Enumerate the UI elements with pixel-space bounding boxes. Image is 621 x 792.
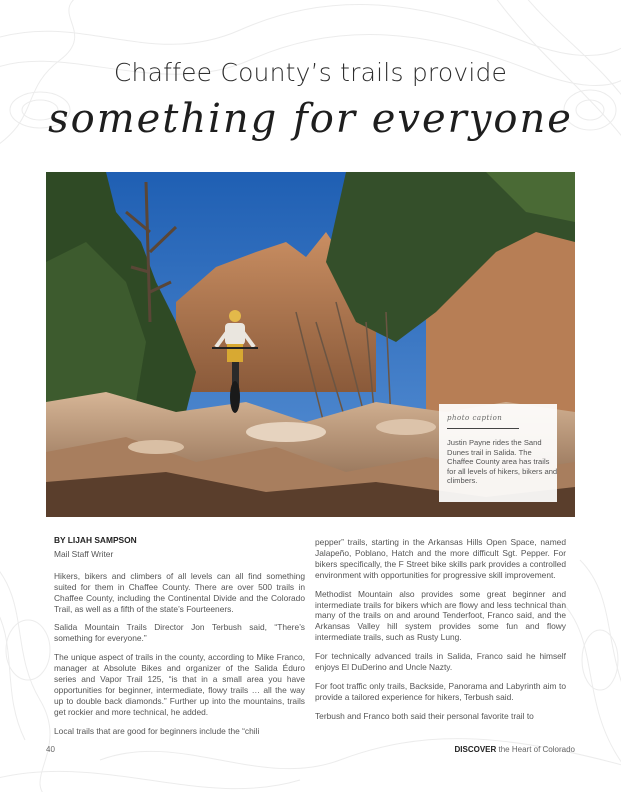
publication-name-bold: DISCOVER (454, 745, 497, 754)
paragraph: Salida Mountain Trails Director Jon Terbush said, “There’s something for everyone.” (54, 622, 305, 644)
photo-caption-box (439, 404, 557, 502)
article-column-left (54, 535, 305, 745)
photo-caption-text: Justin Payne rides the Sand Dunes trail in Salida. The Chaffee County area has trails for all levels of hikers, bikers and climbers. (447, 438, 558, 486)
article-column-right (315, 537, 566, 730)
paragraph: Hikers, bikers and climbers of all levels can all find something suited for them in Chaffee County. There are over 500 trails in Chaffee County, including the Continental Divide and the Colorado Trail, as well as a fifth of the state’s Fourteeners. (54, 570, 305, 614)
paragraph: For foot traffic only trails, Backside, Panorama and Labyrinth aim to provide a tailored experience for hikers, Terbush said. (315, 680, 566, 702)
paragraph: pepper” trails, starting in the Arkansas Hills Open Space, named Jalapeño, Poblano, Hatch and the more difficult Sgt. Pepper. For bikers specifically, the F Street bike skills park provides a controlled environment with opportunities for progressive skill improvement. (315, 537, 566, 580)
paragraph: The unique aspect of trails in the county, according to Mike Franco, manager at Absolute Bikes and organizer of the Salida Éduro series and Vapor Trail 125, “is that in a small area you have opportunities for beginner, intermediate, flowy trails … all the way up to double back diamonds.” Further up into the mountains, trails get rockier and more technical, he added. (54, 652, 305, 717)
photo-caption-label: photo caption (447, 414, 503, 422)
paragraph: Methodist Mountain also provides some great beginner and intermediate trails for bikers which are flowy and less technical than many of the trails on and around Tenderfoot, Franco said, and the Arkansas Valley hill system provides some fun and flowy intermediate trails, such as Rusty Lung. (315, 588, 566, 643)
headline-line-1: Chaffee County’s trails provide (113, 58, 508, 87)
page-number: 40 (46, 745, 55, 754)
headline-script-line-2: something for everyone (48, 96, 573, 142)
paragraph: For technically advanced trails in Salida, Franco said he himself enjoys El DuDerino and Uncle Nazty. (315, 651, 566, 673)
paragraph: Local trails that are good for beginners include the “chili (54, 725, 260, 736)
writer-title: Mail Staff Writer (54, 548, 114, 559)
caption-divider (447, 428, 519, 429)
byline: BY LIJAH SAMPSON (54, 535, 137, 545)
paragraph: Terbush and Franco both said their personal favorite trail to (315, 710, 534, 721)
publication-name (454, 745, 575, 754)
publication-name-rest: the Heart of Colorado (496, 745, 575, 754)
